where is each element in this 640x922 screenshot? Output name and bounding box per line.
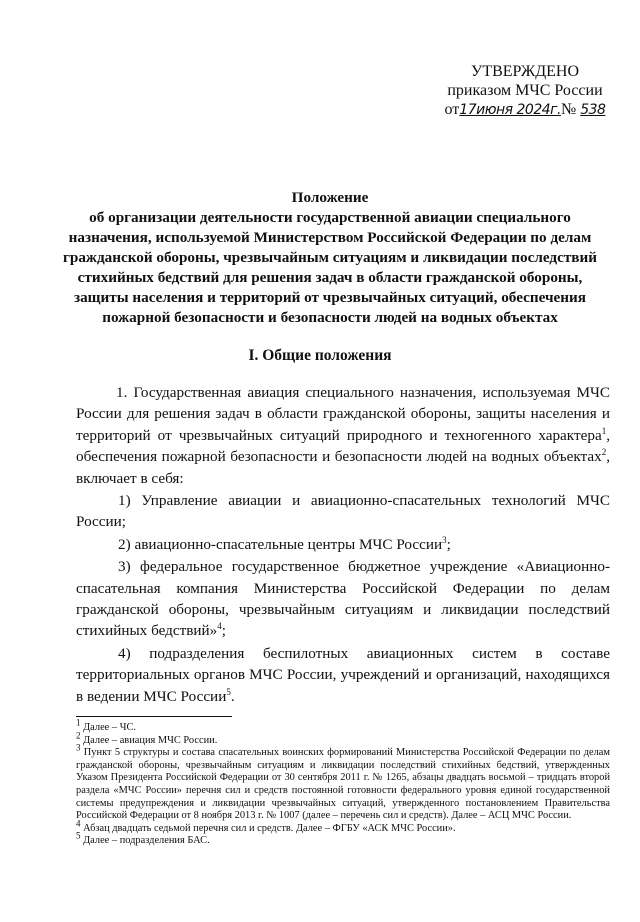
paragraph-2: 1) Управление авиации и авиационно-спасательных технологий МЧС России; <box>76 492 610 531</box>
p1-text-a: 1. Государственная авиация специального назначения, используемая МЧС России для решения задач в области гражданской обороны, защиты населения и территорий от чрезвычайных ситуаций природного и техногенного характера <box>76 384 610 444</box>
paragraph-4 <box>76 556 610 642</box>
footnote-ref-2: 2 <box>601 447 607 458</box>
footnote <box>76 742 610 823</box>
footnote <box>76 818 610 836</box>
footnote-text: Далее – подразделения БАС. <box>80 835 210 847</box>
handwritten-number: 538 <box>580 102 606 118</box>
footnote-text: Далее – ЧС. <box>80 722 136 733</box>
p4-text-b: ; <box>221 622 227 640</box>
p1-text-b: , обеспечения пожарной безопасности и безопасности людей на водных объектах <box>76 426 610 466</box>
title-rest: об организации деятельности государственной авиации специального назначения, используемой Министерством Российской Федерации по делам гражданской обороны, чрезвычайным ситуациям и ликвидации последствий стихийных бедствий для решения задач в области гражданской обороны, защиты населения и территорий от чрезвычайных ситуаций, обеспечения пожарной безопасности и безопасности людей на водных объектах <box>63 209 597 326</box>
approval-order: приказом МЧС России <box>447 82 603 99</box>
approval-stamp: УТВЕРЖДЕНО <box>470 63 579 80</box>
section-title: I. Общие положения <box>248 347 392 364</box>
p5-text-b: . <box>230 687 235 705</box>
approval-date-line <box>430 100 620 120</box>
paragraph-5 <box>76 643 610 707</box>
footnote <box>76 730 610 748</box>
footnote-number: 1 <box>76 717 81 728</box>
footnote-ref-5: 5 <box>226 686 231 697</box>
footnote-text: Далее – авиация МЧС России. <box>80 734 218 746</box>
title-line1: Положение <box>291 189 369 206</box>
paragraph-1 <box>76 382 610 489</box>
date-from-label: от <box>444 101 460 118</box>
footnote-ref-4: 4 <box>217 621 222 632</box>
footnote-number: 3 <box>76 742 81 753</box>
p3-text-a: 2) авиационно-спасательные центры МЧС России <box>118 535 443 553</box>
footnote-ref-1: 1 <box>601 425 607 436</box>
approval-block <box>430 62 620 120</box>
footnotes <box>76 717 610 848</box>
footnote-ref-3: 3 <box>442 534 447 545</box>
number-label: № <box>560 101 577 118</box>
paragraph-3 <box>76 534 610 555</box>
footnote-number: 5 <box>76 830 81 841</box>
body-text <box>76 382 610 707</box>
footnote-number: 4 <box>76 818 81 829</box>
footnote-text: Пункт 5 структуры и состава спасательных воинских формирований Министерства Российской Федерации по делам гражданской обороны, чрезвычайным ситуациям и ликвидации последствий стихийных бедствий, утвержденных Указом Президента Российской Федерации от 30 сентября 2011 г. № 1265, абзацы двадцать восьмой – тридцать второй раздела «МЧС России» перечня сил и средств постоянной готовности федерального уровня единой государственной системы предупреждения и ликвидации чрезвычайных ситуаций, утвержденного постановлением Правительства Российской Федерации от 8 ноября 2013 г. № 1007 (далее – перечень сил и средств). Далее – АСЦ МЧС России. <box>76 747 610 822</box>
footnote-text: Абзац двадцать седьмой перечня сил и средств. Далее – ФГБУ «АСК МЧС России». <box>80 822 456 834</box>
p1-text-c: , включает в себя: <box>76 448 610 487</box>
p5-text-a: 4) подразделения беспилотных авиационных систем в составе территориальных органов МЧС России, учреждений и организаций, находящихся в ведении МЧС России <box>76 644 610 705</box>
footnote-divider <box>76 716 232 717</box>
p4-text-a: 3) федеральное государственное бюджетное учреждение «Авиационно-спасательная компания Министерства Российской Федерации по делам гражданской обороны, чрезвычайным ситуациям и ликвидации последствий стихийных бедствий» <box>76 558 610 640</box>
document-title <box>60 188 600 328</box>
handwritten-date: 17июня 2024г. <box>459 102 561 118</box>
footnote <box>76 717 610 735</box>
footnote <box>76 830 610 848</box>
footnote-number: 2 <box>76 730 81 741</box>
p3-text-b: ; <box>446 535 451 553</box>
